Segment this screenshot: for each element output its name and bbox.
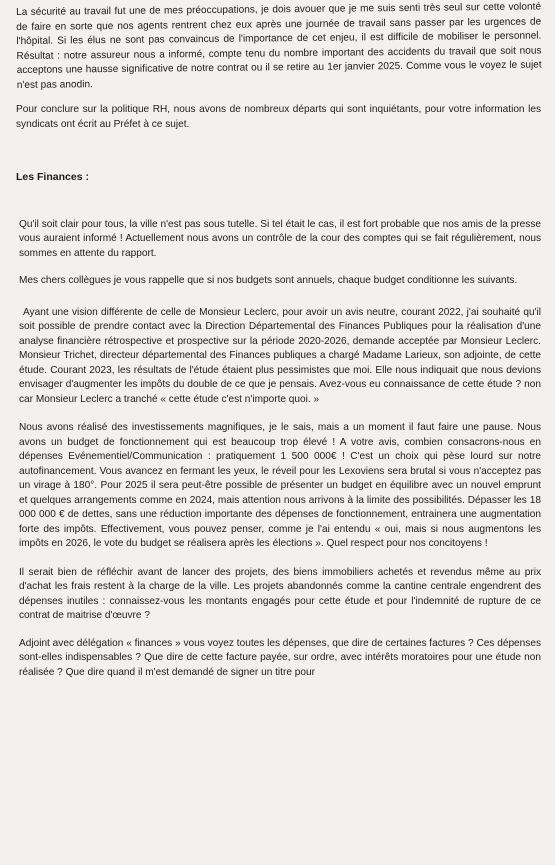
paragraph-workplace-safety: La sécurité au travail fut une de mes préoccupations, je dois avouer que je me suis senti très seul sur cette volonté de faire en sorte que nos agents rentrent chez eux après une journée de travail sans passer par les urgences de l'hôpital. Si les élus ne sont pas convaincus de l'importance de cet enjeu, il est difficile de mobiliser le personnel. Résultat : notre assureur nous a informé, compte tenu du nombre important des accidents du travail que soit nous acceptons une hausse significative de notre contrat ou il se retire au 1er janvier 2025. Comme vous le voyez le sujet n'est pas anodin. (16, 1, 542, 91)
paragraph-deputy-finances: Adjoint avec délégation « finances » vous voyez toutes les dépenses, que dire de certaines factures ? Ces dépenses sont-elles indispensables ? Que dire de cette facture payée, sur ordre, avec intérêts moratoires pour une étude non réalisée ? Que dire quand il m'est demandé de signer un titre pour (19, 637, 541, 678)
paragraph-investments: Nous avons réalisé des investissements magnifiques, je le sais, mais a un moment il faut faire une pause. Nous avons un budget de fonctionnement qui est beaucoup trop élevé ! A votre avis, combien consacrons-nous en dépenses Evénementiel/Communication : pratiquement 1 500 000€ ! C'est un choix qui pèse lourd sur notre autofinancement. Vous avancez en fermant les yeux, le réveil pour les Lexoviens sera brutal si vous n'acceptez pas un virage à 180°. Pour 2025 il sera peut-être possible de présenter un budget en équilibre avec un nouvel emprunt et quelques arrangements comme en 2024, mais attention nous arrivons à la limite des possibilités. Dépasser les 18 000 000 € de dettes, sans une réduction importante des dépenses de fonctionnement, entrainera une augmentation forte des impôts. Effectivement, vous pouvez penser, comme je l'ai entendu « oui, mais si nous augmentons les impôts en 2026, le vote du budget se réalisera après les élections ». Quel respect pour nos concitoyens ! (19, 422, 541, 549)
section-heading-finances: Les Finances : (16, 171, 89, 183)
paragraph-hr-conclusion: Pour conclure sur la politique RH, nous avons de nombreux départs qui sont inquiétants, pour votre information les syndicats ont écrit au Préfet à ce sujet. (16, 104, 541, 130)
paragraph-city-not-under-supervision: Qu'il soit clair pour tous, la ville n'est pas sous tutelle. Si tel était le cas, il est fort probable que nos amis de la presse vous auraient informé ! Actuellement nous avons un contrôle de la cour des comptes qui se fait régulièrement, nous sommes en attente du rapport. (19, 218, 541, 259)
paragraph-financial-study: Ayant une vision différente de celle de Monsieur Leclerc, pour avoir un avis neutre, courant 2022, j'ai souhaité qu'il soit possible de prendre contact avec la Direction Départemental des Finances Publiques pour la réalisation d'une analyse financière rétrospective et prospective sur la période 2020-2026, demande acceptée par Monsieur Leclerc. Monsieur Trichet, directeur départemental des Finances publiques a chargé Madame Larieux, son adjointe, de cette étude. Courant 2023, les résultats de l'étude étaient plus pessimistes que moi. Elle nous indiquait que nous devions envisager d'augmenter les impôts du double de ce que je pensais. Avez-vous eu connaissance de cette étude ? non car Monsieur Leclerc a tranché « cette étude c'est n'importe quoi. » (19, 306, 541, 405)
paragraph-projects: Il serait bien de réfléchir avant de lancer des projets, des biens immobiliers achetés et revendus même au prix d'achat les frais restent à la charge de la ville. Les projets abandonnés comme la cantine centrale engendrent des dépenses inutiles : connaissez-vous les montants engagés pour cette étude et pour l'indemnité de rupture de ce contrat de maitrise d'œuvre ? (19, 566, 541, 621)
paragraph-budgets-reminder: Mes chers collègues je vous rappelle que si nos budgets sont annuels, chaque budget conditionne les suivants. (19, 275, 518, 286)
